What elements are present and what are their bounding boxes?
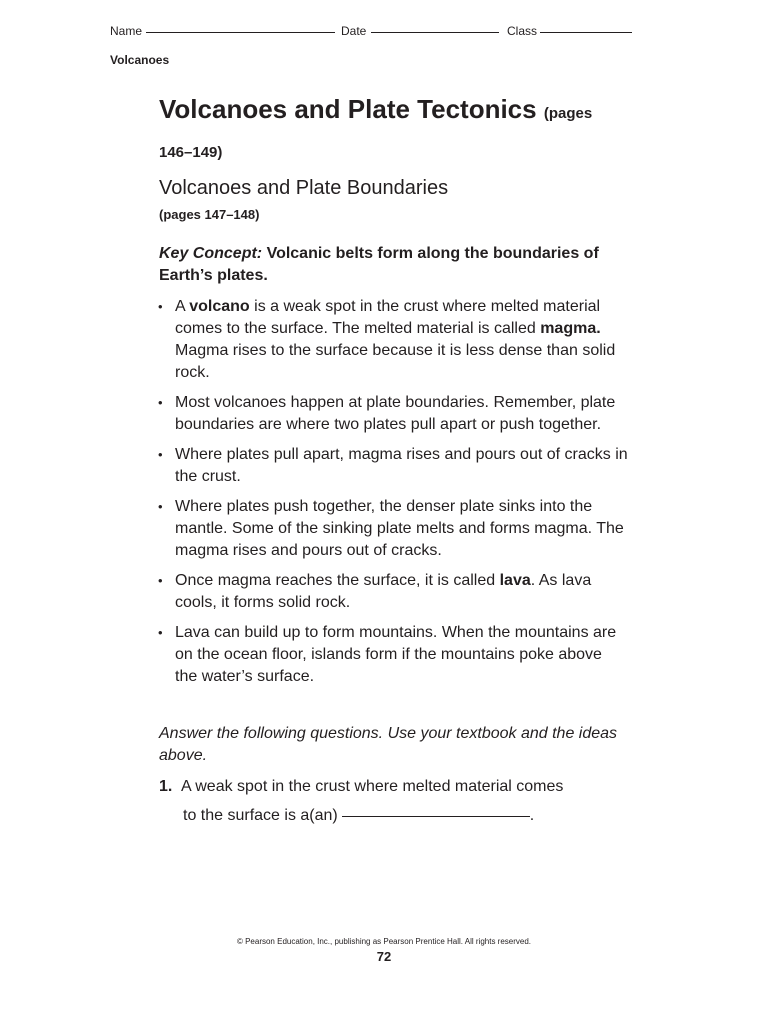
subsection-title: Volcanoes and Plate Boundaries (159, 177, 449, 199)
section-name: Volcanoes (110, 53, 170, 67)
class-field[interactable] (540, 32, 632, 33)
answer-blank[interactable] (342, 816, 530, 817)
name-field[interactable] (146, 32, 335, 33)
page-number: 72 (376, 949, 392, 964)
key-concept-text: Volcanic belts form along the boundaries of Earth’s plates. (159, 245, 599, 284)
bullet-item: • A volcano is a weak spot in the crust where melted material comes to the surface. The melted material is called magma. Magma rises to the surface because it is less dense than solid rock. (158, 296, 628, 384)
subsection-pages: (pages 147–148) (159, 207, 260, 222)
instructions: Answer the following questions. Use your textbook and the ideas above. (159, 725, 618, 764)
date-field[interactable] (371, 32, 499, 33)
title-pages: (pages 146–149) (159, 105, 593, 161)
question-text-line2: to the surface is a(an) (183, 807, 338, 824)
bullet-item: • Once magma reaches the surface, it is called lava. As lava cools, it forms solid rock. (158, 570, 628, 614)
date-label: Date (341, 24, 367, 38)
bullet-item: • Lava can build up to form mountains. When the mountains are on the ocean floor, islands form if the mountains poke above the water’s surface. (158, 622, 628, 688)
term-volcano: volcano (189, 298, 250, 315)
question-1 (159, 776, 629, 827)
question-number: 1. (159, 778, 173, 795)
bullet-item: • Where plates pull apart, magma rises and pours out of cracks in the crust. (158, 444, 628, 488)
key-concept (159, 243, 619, 287)
header-fields (110, 24, 634, 40)
name-label: Name (110, 24, 143, 38)
class-label: Class (507, 24, 538, 38)
term-magma: magma. (540, 320, 601, 337)
question-text-line1: A weak spot in the crust where melted material comes (181, 778, 564, 795)
question-end: . (529, 807, 535, 824)
bullet-list (158, 296, 628, 696)
key-concept-label: Key Concept: (159, 245, 263, 262)
page-title (159, 92, 599, 170)
term-lava: lava (499, 572, 531, 589)
bullet-item: • Most volcanoes happen at plate boundaries. Remember, plate boundaries are where two plates pull apart or push together. (158, 392, 628, 436)
bullet-item: • Where plates push together, the denser plate sinks into the mantle. Some of the sinking plate melts and forms magma. The magma rises and pours out of cracks. (158, 496, 628, 562)
title-main: Volcanoes and Plate Tectonics (159, 94, 537, 124)
copyright-notice: © Pearson Education, Inc., publishing as Pearson Prentice Hall. All rights reserved. (236, 937, 532, 946)
